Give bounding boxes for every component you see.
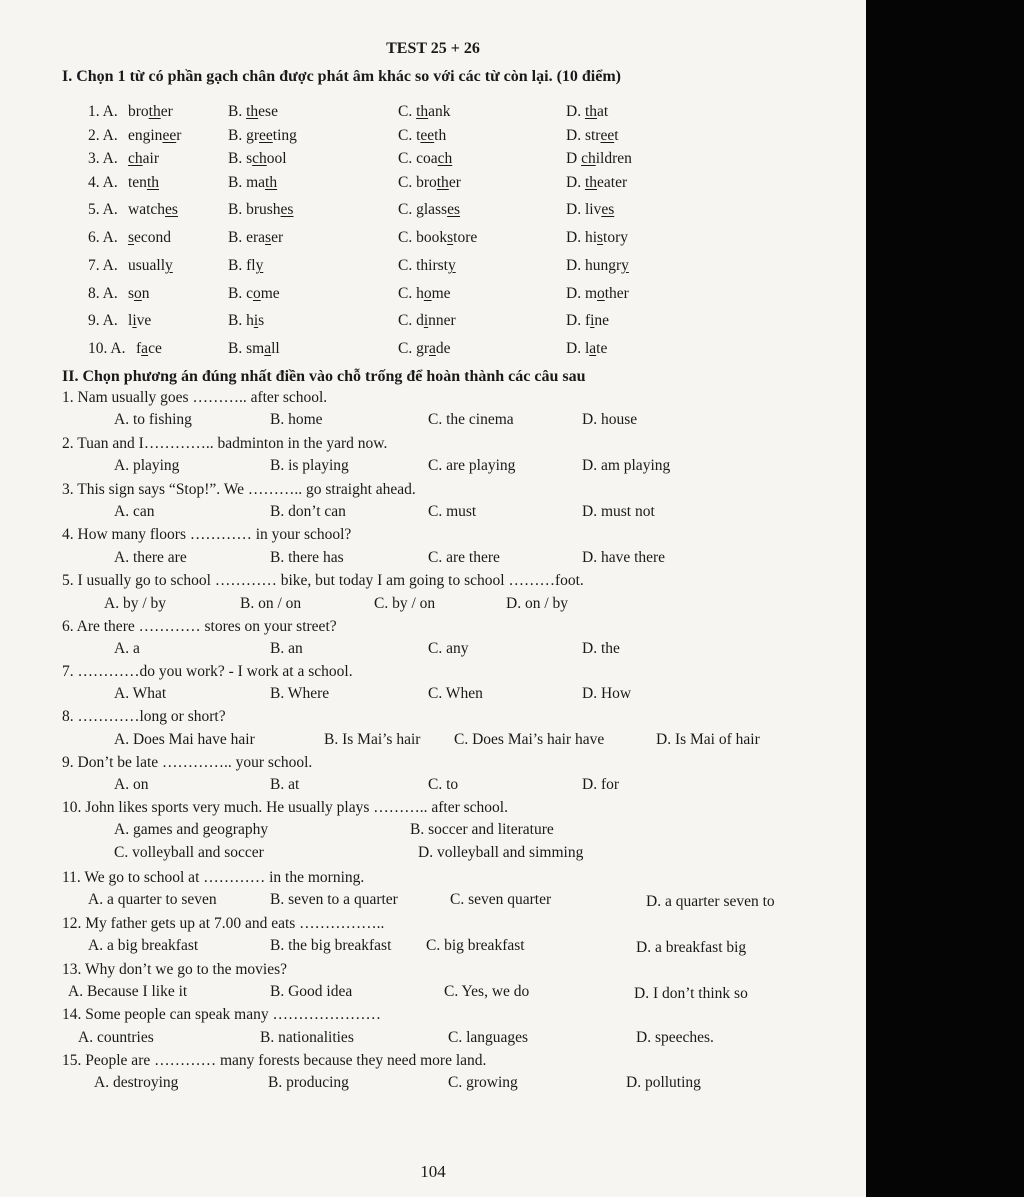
question-7-option-b: B. Where	[270, 685, 330, 702]
row-10-option-c	[398, 339, 451, 359]
row-8-option-d	[566, 284, 629, 304]
question-7-text: 7. …………do you work? - I work at a school.	[62, 663, 353, 680]
underlined-sound: s	[265, 229, 272, 246]
word-part: th	[434, 127, 447, 144]
word-part: B. gr	[228, 127, 259, 144]
row-10-option-b	[228, 339, 280, 359]
question-8-option-a: A. Does Mai have hair	[114, 731, 255, 748]
underlined-sound: a	[429, 340, 436, 357]
section-1-heading: I. Chọn 1 từ có phần gạch chân được phát âm khác so với các từ còn lại. (10 điểm)	[62, 68, 621, 85]
row-7-option-a	[128, 256, 173, 276]
word-part: D. f	[566, 312, 591, 329]
question-15-option-c: C. growing	[448, 1074, 518, 1091]
question-12-option-c: C. big breakfast	[426, 937, 525, 954]
question-8-option-d: D. Is Mai of hair	[656, 731, 760, 748]
question-4-option-c: C. are there	[428, 549, 500, 566]
word-part: D	[566, 150, 582, 167]
row-10-number: 10. A.	[88, 340, 126, 357]
row-1-option-b	[228, 102, 278, 122]
row-5-option-d	[566, 200, 614, 220]
word-part: ese	[258, 103, 278, 120]
row-9-option-b	[228, 311, 264, 331]
row-7-number: 7. A.	[88, 257, 118, 274]
question-11-option-a: A. a quarter to seven	[88, 891, 217, 908]
question-5-option-b: B. on / on	[240, 595, 302, 612]
question-1-text: 1. Nam usually goes ……….. after school.	[62, 389, 328, 406]
question-12-option-d: D. a breakfast big	[636, 939, 747, 956]
row-3-option-d	[566, 149, 632, 169]
word-part: C. thirst	[398, 257, 448, 274]
word-part: C. h	[398, 285, 424, 302]
underlined-sound: o	[423, 285, 432, 302]
word-part: D. l	[566, 340, 590, 357]
test-title: TEST 25 + 26	[386, 40, 480, 57]
underlined-sound: es	[447, 201, 461, 218]
question-12-option-a: A. a big breakfast	[88, 937, 199, 954]
row-10-option-a	[136, 339, 162, 359]
word-part: tore	[453, 229, 478, 246]
row-1-number: 1. A.	[88, 103, 118, 120]
question-4-option-b: B. there has	[270, 549, 344, 566]
underlined-sound: ee	[259, 127, 273, 144]
underlined-sound: i	[423, 312, 429, 329]
underlined-sound: a	[141, 340, 149, 357]
row-4-number: 4. A.	[88, 174, 118, 191]
word-part: n	[141, 285, 150, 302]
row-6-option-b	[228, 228, 283, 248]
underlined-sound: ch	[581, 150, 596, 167]
underlined-sound: i	[253, 312, 259, 329]
word-part: ther	[604, 285, 629, 302]
underlined-sound: th	[246, 103, 259, 120]
row-10-option-d	[566, 339, 607, 359]
word-part: s	[128, 285, 135, 302]
word-part: ll	[271, 340, 280, 357]
question-6-option-a: A. a	[114, 640, 140, 657]
underlined-sound: o	[252, 285, 261, 302]
row-8-option-b	[228, 284, 280, 304]
word-part: B. h	[228, 312, 254, 329]
question-11-option-b: B. seven to a quarter	[270, 891, 398, 908]
word-part: eater	[597, 174, 628, 191]
question-7-option-a: A. What	[114, 685, 167, 702]
question-6-option-c: C. any	[428, 640, 469, 657]
question-8-text: 8. …………long or short?	[62, 708, 226, 725]
underlined-sound: th	[436, 174, 449, 191]
word-part: ank	[428, 103, 451, 120]
row-9-option-a	[128, 311, 151, 331]
word-part: D.	[566, 103, 585, 120]
word-part: C. book	[398, 229, 448, 246]
question-14-option-b: B. nationalities	[260, 1029, 354, 1046]
question-3-option-d: D. must not	[582, 503, 655, 520]
question-8-option-c: C. Does Mai’s hair have	[454, 731, 605, 748]
question-11-text: 11. We go to school at ………… in the morning.	[62, 869, 365, 886]
row-4-option-d	[566, 173, 627, 193]
word-part: B. brush	[228, 201, 281, 218]
row-1-option-d	[566, 102, 608, 122]
word-part: r	[176, 127, 182, 144]
word-part: D. m	[566, 285, 597, 302]
row-6-option-c	[398, 228, 477, 248]
word-part: ten	[128, 174, 147, 191]
question-15-text: 15. People are ………… many forests because they need more land.	[62, 1052, 487, 1069]
word-part: D. hi	[566, 229, 597, 246]
word-part: C.	[398, 103, 417, 120]
question-9-option-d: D. for	[582, 776, 620, 793]
word-part: econd	[134, 229, 172, 246]
question-10-option-b: B. soccer and literature	[410, 821, 554, 838]
question-6-option-b: B. an	[270, 640, 303, 657]
question-10-option-a: A. games and geography	[114, 821, 269, 838]
underlined-sound: th	[584, 103, 598, 120]
row-3-option-a	[128, 149, 159, 169]
word-part: B. sm	[228, 340, 265, 357]
question-15-option-b: B. producing	[268, 1074, 349, 1091]
question-1-option-d: D. house	[582, 411, 638, 428]
question-13-text: 13. Why don’t we go to the movies?	[62, 961, 288, 978]
question-8-option-b: B. Is Mai’s hair	[324, 731, 421, 748]
word-part: de	[435, 340, 451, 357]
word-part: te	[596, 340, 608, 357]
underlined-sound: o	[134, 285, 142, 302]
row-8-option-c	[398, 284, 451, 304]
word-part: B.	[228, 103, 247, 120]
row-6-number: 6. A.	[88, 229, 118, 246]
question-1-option-c: C. the cinema	[428, 411, 514, 428]
question-13-option-b: B. Good idea	[270, 983, 353, 1000]
question-4-option-a: A. there are	[114, 549, 187, 566]
word-part: D. str	[566, 127, 601, 144]
word-part: C. coa	[398, 150, 438, 167]
underlined-sound: ee	[600, 127, 615, 144]
question-2-option-d: D. am playing	[582, 457, 671, 474]
question-3-option-a: A. can	[114, 503, 155, 520]
word-part: me	[431, 285, 451, 302]
underlined-sound: th	[416, 103, 429, 120]
word-part: t	[614, 127, 619, 144]
question-9-text: 9. Don’t be late ………….. your school.	[62, 754, 313, 771]
word-part: ildren	[595, 150, 632, 167]
underlined-sound: i	[590, 312, 595, 329]
question-10-option-c: C. volleyball and soccer	[114, 844, 264, 861]
row-6-option-d	[566, 228, 628, 248]
underlined-sound: y	[255, 257, 264, 274]
question-9-option-b: B. at	[270, 776, 300, 793]
underlined-sound: ch	[252, 150, 267, 167]
row-2-option-b	[228, 126, 297, 146]
underlined-sound: s	[597, 229, 604, 246]
question-12-option-b: B. the big breakfast	[270, 937, 392, 954]
underlined-sound: ee	[162, 127, 177, 144]
question-2-option-c: C. are playing	[428, 457, 516, 474]
word-part: B. s	[228, 150, 253, 167]
underlined-sound: ch	[437, 150, 453, 167]
word-part: B. fl	[228, 257, 256, 274]
row-4-option-b	[228, 173, 277, 193]
underlined-sound: a	[264, 340, 272, 357]
question-3-option-b: B. don’t can	[270, 503, 346, 520]
word-part: C. t	[398, 127, 421, 144]
question-11-option-d: D. a quarter seven to	[646, 893, 775, 910]
black-margin	[866, 0, 1024, 1197]
question-14-option-d: D. speeches.	[636, 1029, 714, 1046]
question-10-text: 10. John likes sports very much. He usually plays ……….. after school.	[62, 799, 508, 816]
question-7-option-d: D. How	[582, 685, 632, 702]
row-9-option-d	[566, 311, 609, 331]
underlined-sound: s	[128, 229, 135, 246]
underlined-sound: y	[165, 257, 173, 274]
row-3-option-b	[228, 149, 287, 169]
row-5-option-c	[398, 200, 460, 220]
underlined-sound: th	[265, 174, 278, 191]
question-4-text: 4. How many floors ………… in your school?	[62, 526, 352, 543]
row-7-option-c	[398, 256, 456, 276]
word-part: f	[136, 340, 142, 357]
underlined-sound: es	[165, 201, 178, 218]
row-2-option-c	[398, 126, 446, 146]
question-5-option-d: D. on / by	[506, 595, 568, 612]
word-part: ne	[594, 312, 610, 329]
word-part: B. c	[228, 285, 253, 302]
word-part: er	[448, 174, 461, 191]
question-3-text: 3. This sign says “Stop!”. We ……….. go straight ahead.	[62, 481, 416, 498]
row-8-number: 8. A.	[88, 285, 118, 302]
row-5-option-b	[228, 200, 293, 220]
word-part: air	[142, 150, 159, 167]
question-6-text: 6. Are there ………… stores on your street?	[62, 618, 337, 635]
word-part: l	[128, 312, 133, 329]
row-2-option-a	[128, 126, 181, 146]
question-1-option-a: A. to fishing	[114, 411, 192, 428]
word-part: tory	[603, 229, 629, 246]
row-7-option-d	[566, 256, 629, 276]
question-14-text: 14. Some people can speak many …………………	[62, 1006, 381, 1023]
word-part: D. hungr	[566, 257, 622, 274]
word-part: D. liv	[566, 201, 602, 218]
underlined-sound: th	[146, 174, 159, 191]
underlined-sound: o	[597, 285, 605, 302]
question-15-option-a: A. destroying	[94, 1074, 179, 1091]
question-15-option-d: D. polluting	[626, 1074, 701, 1091]
underlined-sound: y	[447, 257, 456, 274]
question-7-option-c: C. When	[428, 685, 483, 702]
row-3-option-c	[398, 149, 452, 169]
row-7-option-b	[228, 256, 263, 276]
word-part: ce	[148, 340, 162, 357]
underlined-sound: ee	[420, 127, 435, 144]
underlined-sound: i	[132, 312, 137, 329]
question-2-text: 2. Tuan and I………….. badminton in the yard now.	[62, 435, 388, 452]
row-5-option-a	[128, 200, 178, 220]
row-3-number: 3. A.	[88, 150, 118, 167]
word-part: C. d	[398, 312, 424, 329]
word-part: engin	[128, 127, 163, 144]
word-part: C. bro	[398, 174, 437, 191]
word-part: ool	[266, 150, 287, 167]
underlined-sound: y	[621, 257, 629, 274]
question-9-option-c: C. to	[428, 776, 459, 793]
word-part: C. gr	[398, 340, 429, 357]
question-14-option-a: A. countries	[78, 1029, 154, 1046]
row-2-number: 2. A.	[88, 127, 118, 144]
underlined-sound: ch	[128, 150, 143, 167]
word-part: s	[258, 312, 265, 329]
underlined-sound: es	[601, 201, 615, 218]
word-part: me	[260, 285, 280, 302]
question-14-option-c: C. languages	[448, 1029, 529, 1046]
row-2-option-d	[566, 126, 619, 146]
underlined-sound: th	[584, 174, 598, 191]
row-5-number: 5. A.	[88, 201, 118, 218]
question-6-option-d: D. the	[582, 640, 620, 657]
question-5-option-c: C. by / on	[374, 595, 436, 612]
question-2-option-b: B. is playing	[270, 457, 349, 474]
question-1-option-b: B. home	[270, 411, 323, 428]
question-12-text: 12. My father gets up at 7.00 and eats ……………..	[62, 915, 385, 932]
question-13-option-c: C. Yes, we do	[444, 983, 530, 1000]
word-part: at	[597, 103, 609, 120]
question-2-option-a: A. playing	[114, 457, 180, 474]
word-part: ting	[272, 127, 297, 144]
word-part: ve	[136, 312, 152, 329]
row-9-number: 9. A.	[88, 312, 118, 329]
question-13-option-a: A. Because I like it	[68, 983, 188, 1000]
underlined-sound: a	[589, 340, 597, 357]
section-2-heading: II. Chọn phương án đúng nhất điền vào chỗ trống để hoàn thành các câu sau	[62, 368, 586, 385]
question-13-option-d: D. I don’t think so	[634, 985, 748, 1002]
row-8-option-a	[128, 284, 150, 304]
question-11-option-c: C. seven quarter	[450, 891, 552, 908]
row-4-option-a	[128, 173, 159, 193]
underlined-sound: th	[148, 103, 161, 120]
underlined-sound: es	[280, 201, 294, 218]
question-9-option-a: A. on	[114, 776, 149, 793]
row-9-option-c	[398, 311, 456, 331]
question-10-option-d: D. volleyball and simming	[418, 844, 584, 861]
word-part: B. ma	[228, 174, 266, 191]
question-4-option-d: D. have there	[582, 549, 666, 566]
question-5-text: 5. I usually go to school ………… bike, but today I am going to school ………foot.	[62, 572, 584, 589]
word-part: nner	[428, 312, 456, 329]
word-part: er	[271, 229, 284, 246]
row-1-option-a	[128, 102, 173, 122]
word-part: er	[160, 103, 173, 120]
word-part: usuall	[128, 257, 166, 274]
question-5-option-a: A. by / by	[104, 595, 166, 612]
row-1-option-c	[398, 102, 451, 122]
word-part: bro	[128, 103, 149, 120]
page-number: 104	[420, 1162, 446, 1181]
word-part: B. era	[228, 229, 266, 246]
underlined-sound: s	[447, 229, 454, 246]
row-4-option-c	[398, 173, 461, 193]
word-part: D.	[566, 174, 585, 191]
word-part: watch	[128, 201, 166, 218]
row-6-option-a	[128, 228, 171, 248]
word-part: C. glass	[398, 201, 448, 218]
question-3-option-c: C. must	[428, 503, 477, 520]
